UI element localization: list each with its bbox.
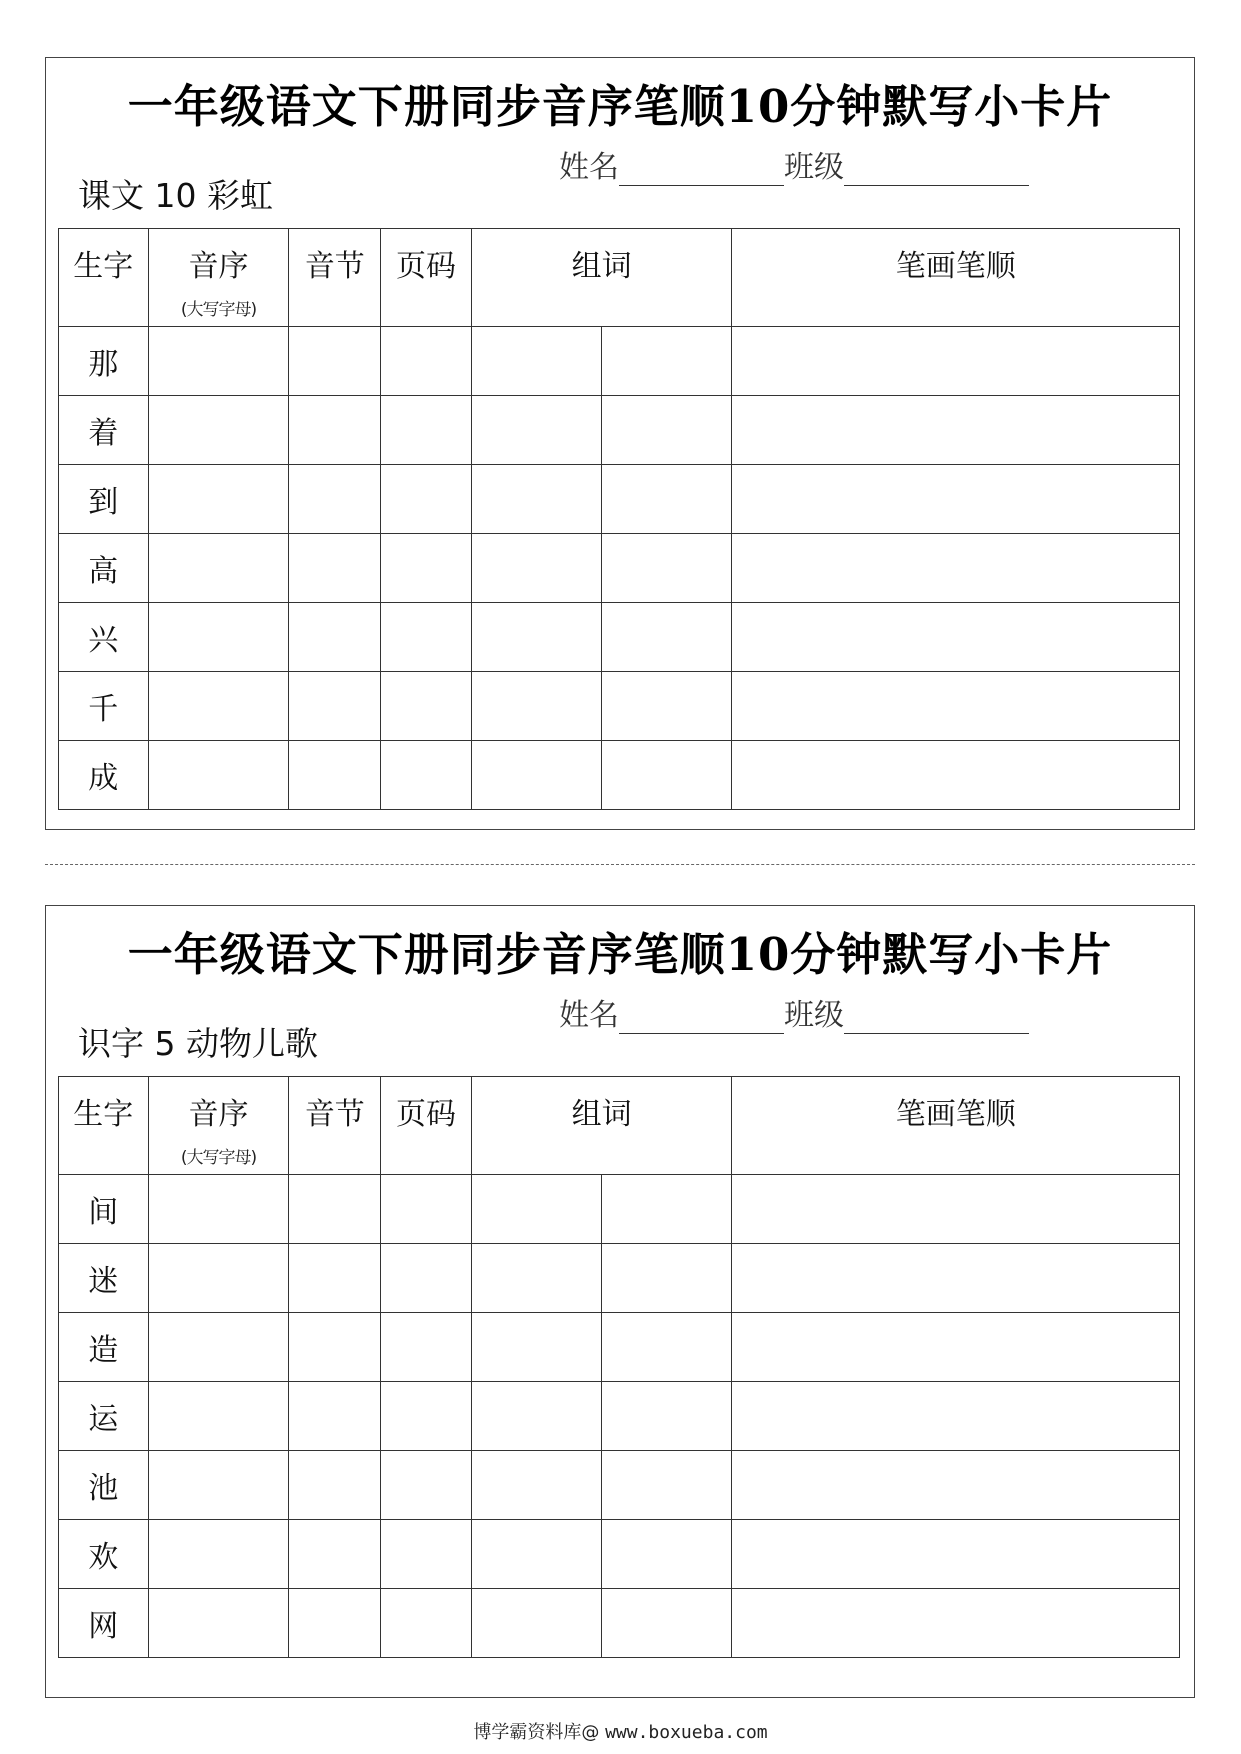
syllable-cell[interactable] [289, 1382, 381, 1451]
header-strokes: 笔画笔顺 [732, 1077, 1180, 1175]
syllable-cell[interactable] [289, 327, 381, 396]
page-cell[interactable] [381, 741, 472, 810]
order-cell[interactable] [148, 1175, 289, 1244]
class-label: 班级 [784, 150, 844, 185]
page-cell[interactable] [381, 1520, 472, 1589]
word-cell[interactable] [471, 1382, 601, 1451]
syllable-cell[interactable] [289, 1244, 381, 1313]
syllable-cell[interactable] [289, 396, 381, 465]
order-cell[interactable] [148, 396, 289, 465]
header-strokes: 笔画笔顺 [732, 229, 1180, 327]
dictation-card-2 [45, 905, 1195, 1698]
header-page: 页码 [381, 1077, 472, 1175]
page-cell[interactable] [381, 1244, 472, 1313]
page-cell[interactable] [381, 1175, 472, 1244]
table-row [59, 534, 1180, 603]
header-char: 生字 [59, 229, 149, 327]
table-row [59, 1382, 1180, 1451]
header-syllable: 音节 [289, 1077, 381, 1175]
strokes-cell[interactable] [732, 327, 1180, 396]
order-cell[interactable] [148, 534, 289, 603]
word-cell[interactable] [601, 741, 732, 810]
syllable-cell[interactable] [289, 1313, 381, 1382]
char-cell: 网 [59, 1589, 149, 1658]
header-words: 组词 [471, 1077, 732, 1175]
strokes-cell[interactable] [732, 1451, 1180, 1520]
word-cell[interactable] [471, 1175, 601, 1244]
class-input-line[interactable] [844, 157, 1029, 186]
page-cell[interactable] [381, 603, 472, 672]
page-cell[interactable] [381, 1589, 472, 1658]
word-cell[interactable] [601, 1244, 732, 1313]
word-cell[interactable] [601, 1520, 732, 1589]
word-cell[interactable] [471, 1244, 601, 1313]
char-cell: 迷 [59, 1244, 149, 1313]
strokes-cell[interactable] [732, 465, 1180, 534]
table-row [59, 396, 1180, 465]
word-cell[interactable] [471, 465, 601, 534]
char-cell: 着 [59, 396, 149, 465]
word-cell[interactable] [601, 1382, 732, 1451]
class-input-line[interactable] [844, 1005, 1029, 1034]
char-cell: 千 [59, 672, 149, 741]
table-row [59, 672, 1180, 741]
header-char: 生字 [59, 1077, 149, 1175]
syllable-cell[interactable] [289, 534, 381, 603]
card-title: 一年级语文下册同步音序笔顺10分钟默写小卡片 [127, 928, 1113, 981]
lesson-title: 识字 5 动物儿歌 [78, 1024, 318, 1063]
footer-url: www.boxueba.com [605, 1722, 768, 1743]
table-row [59, 1520, 1180, 1589]
word-cell[interactable] [471, 1313, 601, 1382]
table-row [59, 1244, 1180, 1313]
class-label: 班级 [784, 998, 844, 1033]
table-row [59, 1451, 1180, 1520]
word-cell[interactable] [601, 1451, 732, 1520]
header-order-label: 音序 [188, 249, 249, 284]
char-cell: 兴 [59, 603, 149, 672]
word-cell[interactable] [471, 327, 601, 396]
syllable-cell[interactable] [289, 672, 381, 741]
header-syllable: 音节 [289, 229, 381, 327]
header-words: 组词 [471, 229, 732, 327]
char-cell: 造 [59, 1313, 149, 1382]
page-cell[interactable] [381, 534, 472, 603]
name-label: 姓名 [559, 998, 619, 1033]
page-cell[interactable] [381, 396, 472, 465]
footer-text: 博学霸资料库@ [473, 1722, 600, 1743]
word-cell[interactable] [601, 465, 732, 534]
order-cell[interactable] [148, 672, 289, 741]
word-cell[interactable] [601, 327, 732, 396]
order-cell[interactable] [148, 1382, 289, 1451]
header-page: 页码 [381, 229, 472, 327]
word-cell[interactable] [601, 1175, 732, 1244]
header-order-note: (大写字母) [180, 1148, 257, 1168]
lesson-title: 课文 10 彩虹 [78, 176, 273, 215]
word-cell[interactable] [471, 741, 601, 810]
char-cell: 高 [59, 534, 149, 603]
order-cell[interactable] [148, 1313, 289, 1382]
word-cell[interactable] [471, 396, 601, 465]
order-cell[interactable] [148, 1520, 289, 1589]
header-order-label: 音序 [188, 1097, 249, 1132]
strokes-cell[interactable] [732, 603, 1180, 672]
order-cell[interactable] [148, 1589, 289, 1658]
strokes-cell[interactable] [732, 1313, 1180, 1382]
order-cell[interactable] [148, 465, 289, 534]
word-cell[interactable] [471, 603, 601, 672]
strokes-cell[interactable] [732, 1382, 1180, 1451]
page-footer [0, 1718, 1241, 1744]
strokes-cell[interactable] [732, 672, 1180, 741]
word-cell[interactable] [601, 603, 732, 672]
char-cell: 池 [59, 1451, 149, 1520]
syllable-cell[interactable] [289, 1175, 381, 1244]
syllable-cell[interactable] [289, 741, 381, 810]
syllable-cell[interactable] [289, 603, 381, 672]
order-cell[interactable] [148, 741, 289, 810]
table-header-row [59, 1077, 1180, 1175]
char-cell: 欢 [59, 1520, 149, 1589]
dictation-table [58, 228, 1180, 810]
name-class-field [559, 142, 1029, 186]
strokes-cell[interactable] [732, 1244, 1180, 1313]
word-cell[interactable] [471, 534, 601, 603]
name-input-line[interactable] [619, 1005, 784, 1034]
table-header-row [59, 229, 1180, 327]
name-class-field [559, 990, 1029, 1034]
strokes-cell[interactable] [732, 741, 1180, 810]
table-row [59, 465, 1180, 534]
dictation-card-1 [45, 57, 1195, 830]
table-row [59, 1175, 1180, 1244]
header-order [148, 229, 289, 327]
table-row [59, 603, 1180, 672]
word-cell[interactable] [601, 672, 732, 741]
cut-line-divider [45, 864, 1195, 865]
order-cell[interactable] [148, 1451, 289, 1520]
char-cell: 到 [59, 465, 149, 534]
name-label: 姓名 [559, 150, 619, 185]
strokes-cell[interactable] [732, 534, 1180, 603]
card-title: 一年级语文下册同步音序笔顺10分钟默写小卡片 [127, 80, 1113, 133]
word-cell[interactable] [601, 1313, 732, 1382]
strokes-cell[interactable] [732, 396, 1180, 465]
syllable-cell[interactable] [289, 1520, 381, 1589]
char-cell: 那 [59, 327, 149, 396]
dictation-table [58, 1076, 1180, 1658]
strokes-cell[interactable] [732, 1175, 1180, 1244]
syllable-cell[interactable] [289, 1451, 381, 1520]
table-row [59, 741, 1180, 810]
syllable-cell[interactable] [289, 465, 381, 534]
page-cell[interactable] [381, 327, 472, 396]
char-cell: 运 [59, 1382, 149, 1451]
word-cell[interactable] [471, 1451, 601, 1520]
page-cell[interactable] [381, 465, 472, 534]
word-cell[interactable] [601, 1589, 732, 1658]
word-cell[interactable] [601, 534, 732, 603]
name-input-line[interactable] [619, 157, 784, 186]
table-row [59, 1589, 1180, 1658]
word-cell[interactable] [601, 396, 732, 465]
word-cell[interactable] [471, 1589, 601, 1658]
word-cell[interactable] [471, 672, 601, 741]
page-cell[interactable] [381, 1451, 472, 1520]
strokes-cell[interactable] [732, 1520, 1180, 1589]
header-order-note: (大写字母) [180, 300, 257, 320]
syllable-cell[interactable] [289, 1589, 381, 1658]
page-cell[interactable] [381, 1382, 472, 1451]
header-order [148, 1077, 289, 1175]
order-cell[interactable] [148, 1244, 289, 1313]
char-cell: 间 [59, 1175, 149, 1244]
char-cell: 成 [59, 741, 149, 810]
page-cell[interactable] [381, 672, 472, 741]
order-cell[interactable] [148, 327, 289, 396]
table-row [59, 327, 1180, 396]
page-cell[interactable] [381, 1313, 472, 1382]
order-cell[interactable] [148, 603, 289, 672]
strokes-cell[interactable] [732, 1589, 1180, 1658]
table-row [59, 1313, 1180, 1382]
word-cell[interactable] [471, 1520, 601, 1589]
